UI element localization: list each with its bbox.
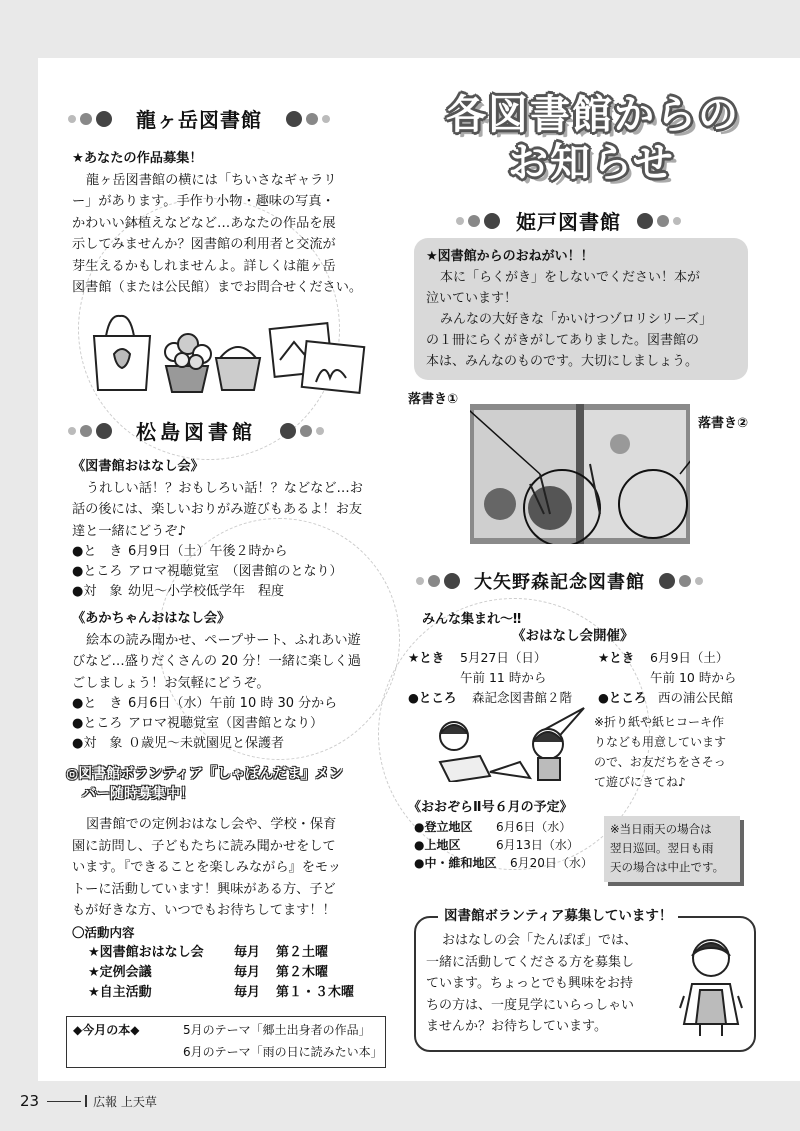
book-of-month-box	[66, 1016, 386, 1068]
book-of-month-label: ◆今月の本◆	[73, 1023, 140, 1037]
volunteer-line: 園に訪問し、子どもたちに読み聞かせをして	[72, 838, 336, 854]
baby-line: ごしましょう！お気軽にどうぞ。	[72, 675, 270, 691]
oyano-left-schedule	[408, 648, 608, 708]
volunteer-body	[72, 814, 392, 1003]
activity-freq: 毎月	[234, 945, 261, 960]
page-title-line1: 各図書館からの	[446, 92, 740, 138]
ozora-heading: 《おおぞらⅡ号６月の予定》	[408, 800, 573, 815]
theme-june: 6月のテーマ「雨の日に読みたい本」	[183, 1045, 383, 1059]
row-value: 6月6日（水）午前 10 時 30 分から	[128, 696, 338, 711]
rain-notice-box	[604, 816, 740, 882]
ryugatake-line: ー」があります。手作り小物・趣味の写真・	[72, 194, 335, 209]
row-label: ●対 象	[72, 736, 123, 751]
ryugatake-line: 図書館（または公民館）までお問合せください。	[72, 280, 363, 295]
rain-line: ※当日雨天の場合は	[610, 822, 712, 836]
volunteer-line: います。『できることを楽しみながら』をモッ	[72, 860, 341, 875]
when-label: ★とき	[598, 650, 635, 665]
himedo-line: 泣いています！	[426, 291, 518, 306]
oyano-title: 大矢野森記念図書館	[474, 572, 645, 593]
when-date: 6月9日（土）	[650, 650, 729, 665]
ryugatake-body	[72, 148, 382, 299]
kids-paper-plane-illustration	[420, 702, 590, 782]
oyano-intro: みんな集まれ～‼	[422, 612, 522, 627]
activity-heading: 〇活動内容	[72, 924, 135, 940]
ozora-area: ●上地区	[414, 838, 461, 852]
graffiti-photo	[470, 404, 690, 544]
ryugatake-line: 示してみませんか？図書館の利用者と交流が	[72, 237, 336, 252]
oyano-header	[416, 568, 703, 594]
when-date: 5月27日（日）	[460, 650, 547, 665]
footer	[20, 1092, 157, 1110]
himedo-notice-box	[414, 238, 748, 380]
note-line: ※折り紙や紙ヒコーキ作	[594, 715, 725, 729]
rain-line: 翌日巡回。翌日も雨	[610, 841, 714, 855]
volunteer-recruit-title: 図書館ボランティア募集しています！	[438, 904, 678, 924]
recruit-line: ませんか？お待ちしています。	[426, 1019, 607, 1034]
ryugatake-line: 芽生えるかもしれませんよ。詳しくは龍ヶ岳	[72, 258, 336, 274]
ozora-date: 6月6日（水）	[496, 820, 572, 834]
himedo-line: の１冊にらくがきがしてありました。図書館の	[426, 333, 700, 348]
oyano-right-schedule	[598, 648, 798, 708]
ohanashi-heading: 《図書館おはなし会》	[72, 459, 204, 474]
page-title-line2: お知らせ	[508, 140, 675, 186]
row-value: 幼児～小学校低学年 程度	[128, 584, 285, 599]
ozora-area: ●登立地区	[414, 820, 473, 834]
where-place: 西の浦公民館	[658, 690, 734, 705]
himedo-header	[456, 206, 681, 235]
ryugatake-line: 龍ヶ岳図書館の横には「ちいさなギャラリ	[86, 172, 337, 188]
himedo-title: 姫戸図書館	[516, 210, 621, 234]
himedo-line: 本に「らくがき」をしないでください！本が	[440, 270, 701, 285]
graffiti-label-1: 落書き①	[408, 392, 459, 407]
matsushima-header	[68, 416, 324, 445]
himedo-line: みんなの大好きな「かいけつゾロリシリーズ」	[440, 312, 713, 327]
activity-name: ★図書館おはなし会	[88, 945, 204, 960]
when-time: 午前 11 時から	[460, 670, 547, 685]
ohanashi-line: 話の後には、楽しいおりがみ遊びもあるよ！お友	[72, 502, 363, 517]
row-label: ●ところ	[72, 564, 123, 579]
theme-may: 5月のテーマ「郷土出身者の作品」	[183, 1023, 371, 1037]
baby-line: 絵本の読み聞かせ、ペープサート、ふれあい遊	[86, 632, 361, 648]
when-label: ★とき	[408, 650, 445, 665]
volunteer-heading	[66, 764, 386, 804]
recruit-line: 一緒に活動してくださる方を募集し	[426, 954, 635, 970]
recruit-line: おはなしの会「たんぽぽ」では、	[442, 933, 638, 948]
volunteer-line: トーに活動しています！興味がある方、子ど	[72, 881, 336, 897]
activity-day: 第２土曜	[276, 945, 329, 960]
row-value: アロマ視聴覚室 （図書館のとなり）	[128, 564, 343, 579]
row-value: アロマ視聴覚室（図書館となり）	[128, 716, 324, 731]
volunteer-line: 図書館での定例おはなし会や、学校・保育	[86, 817, 337, 832]
ozora-date: 6月20日（水）	[510, 856, 593, 870]
activity-name: ★自主活動	[88, 985, 152, 1000]
ohanashi-line: 達と一緒にどうぞ♪	[72, 523, 186, 539]
oyano-event: 《おはなし会開催》	[512, 628, 634, 644]
ryugatake-line: かわいい鉢植えなどなど…あなたの作品を展	[72, 215, 336, 231]
note-line: て遊びにきてね♪	[594, 775, 686, 789]
activity-name: ★定例会議	[88, 965, 152, 980]
volunteer-line: もが好きな方、いつでもお待ちしてます！！	[72, 903, 336, 918]
ozora-schedule	[414, 818, 614, 872]
activity-day: 第２木曜	[276, 965, 329, 980]
librarian-illustration	[678, 934, 744, 1038]
where-place: 森記念図書館２階	[472, 690, 573, 705]
publication-name: 広報 上天草	[93, 1094, 157, 1109]
ryugatake-title: 龍ヶ岳図書館	[136, 108, 262, 132]
page-number: 23	[20, 1092, 40, 1110]
volunteer-heading-line: ◎図書館ボランティア『しゃぼんだま』メン	[66, 766, 344, 782]
baby-section	[72, 608, 392, 754]
ohanashi-section	[72, 456, 392, 602]
row-label: ●ところ	[72, 716, 123, 731]
note-line: ので、お友だちをさそっ	[594, 755, 726, 769]
matsushima-title: 松島図書館	[136, 420, 256, 444]
where-label: ●ところ	[598, 690, 647, 705]
himedo-line: 本は、みんなのものです。大切にしましょう。	[426, 354, 698, 369]
when-time: 午前 10 時から	[650, 670, 737, 685]
note-line: りなども用意しています	[594, 735, 727, 749]
ryugatake-header	[68, 104, 330, 133]
footer-divider	[85, 1095, 87, 1107]
crafts-illustration	[88, 306, 368, 396]
row-label: ●と き	[72, 696, 123, 711]
page	[38, 58, 800, 1081]
recruit-line: ちの方は、一度見学にいらっしゃい	[426, 997, 635, 1013]
ozora-area: ●中・維和地区	[414, 856, 497, 870]
row-value: 6月9日（土）午後２時から	[128, 544, 288, 559]
rain-line: 天の場合は中止です。	[610, 860, 725, 874]
recruit-line: ています。ちょっとでも興味をお持	[426, 976, 633, 991]
graffiti-label-2: 落書き②	[698, 416, 749, 431]
where-label: ●ところ	[408, 690, 457, 705]
ryugatake-heading: ★あなたの作品募集！	[72, 151, 203, 166]
row-value: ０歳児～未就園児と保護者	[128, 736, 285, 751]
activity-day: 第１・３木曜	[276, 985, 355, 1000]
volunteer-recruit-body	[426, 930, 676, 1038]
volunteer-heading-line: バー随時募集中！	[82, 786, 194, 802]
footer-rule	[47, 1101, 81, 1102]
row-label: ●と き	[72, 544, 123, 559]
activity-freq: 毎月	[234, 985, 261, 1000]
baby-heading: 《あかちゃんおはなし会》	[72, 611, 231, 626]
activity-freq: 毎月	[234, 965, 261, 980]
baby-line: びなど…盛りだくさんの 20 分！一緒に楽しく過	[72, 654, 361, 669]
ohanashi-line: うれしい話！？おもしろい話！？などなど…お	[86, 480, 363, 496]
ozora-date: 6月13日（水）	[496, 838, 579, 852]
oyano-note	[594, 712, 754, 792]
row-label: ●対 象	[72, 584, 123, 599]
himedo-heading: ★図書館からのおねがい！！	[426, 249, 594, 264]
